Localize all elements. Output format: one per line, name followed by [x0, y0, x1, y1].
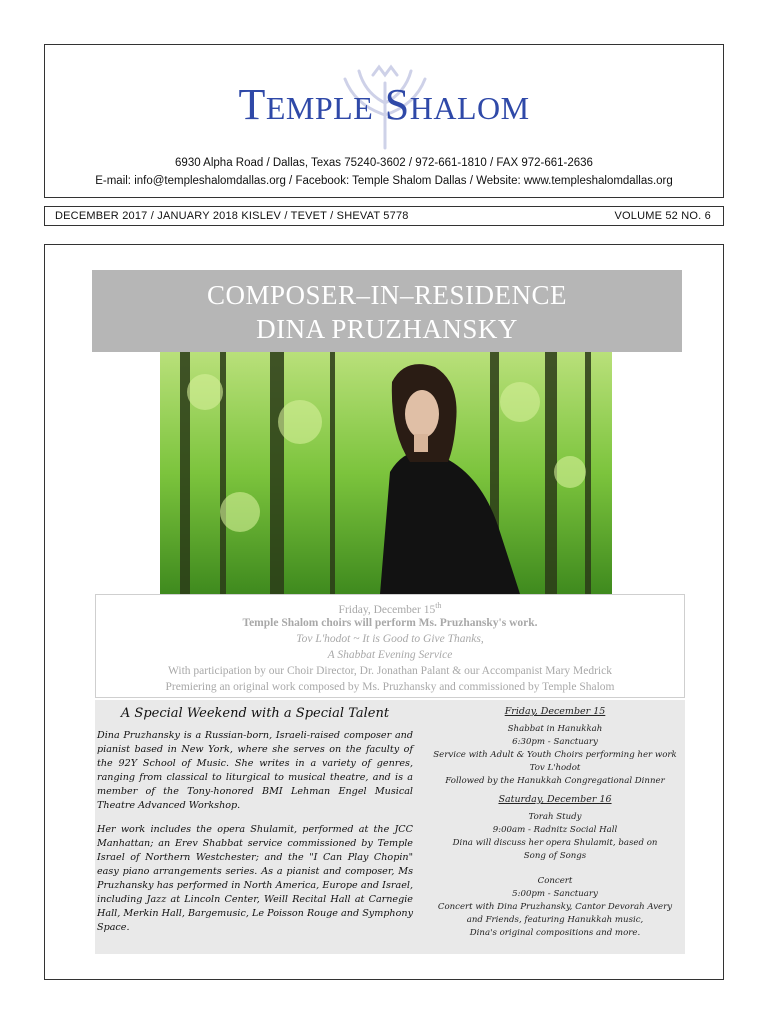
- issue-dates: DECEMBER 2017 / JANUARY 2018 KISLEV / TEVET / SHEVAT 5778: [55, 210, 409, 222]
- headline-line-1: COMPOSER–IN–RESIDENCE: [206, 280, 568, 310]
- schedule-line: 5:00pm - Sanctuary: [512, 889, 598, 899]
- bio-heading: A Special Weekend with a Special Talent: [120, 706, 390, 721]
- composer-photo: [160, 352, 612, 594]
- schedule-line: and Friends, featuring Hanukkah music,: [466, 915, 644, 925]
- schedule-line: Song of Songs: [523, 851, 587, 861]
- schedule-line: 6:30pm - Sanctuary: [512, 737, 598, 747]
- schedule-line: Concert: [537, 876, 573, 886]
- contact-line: E-mail: info@templeshalomdallas.org / Facebook: Temple Shalom Dallas / Website: www.templeshalomdallas.org: [95, 175, 673, 187]
- schedule-line: Tov L'hodot: [529, 763, 581, 773]
- masthead: [44, 44, 724, 198]
- schedule-column: [425, 706, 685, 940]
- schedule-line: Concert with Dina Pruzhansky, Cantor Devorah Avery: [437, 902, 673, 912]
- schedule-line: 9:00am - Radnitz Social Hall: [492, 825, 618, 835]
- bio-paragraph-1: Dina Pruzhansky is a Russian-born, Israeli-raised composer and pianist based in New York, where she serves on the faculty of the 92Y School of Music. She writes in a variety of genres, ranging from classical to liturgical to musical theatre, and is a member of the Tony-honored BMI Lehman Engel Musical Theatre Advanced Workshop.: [97, 730, 413, 811]
- bottom-panel: [95, 700, 685, 954]
- headline-line-2: DINA PRUZHANSKY: [256, 314, 518, 344]
- bio-column: [95, 706, 415, 945]
- issue-bar: [44, 206, 724, 226]
- bio-paragraph-2: Her work includes the opera Shulamit, performed at the JCC Manhattan; an Erev Shabbat service commissioned by Temple Israel of Northern Westchester; and the "I Can Play Chopin" easy piano arrangements series. As a pianist and composer, Ms Pruzhansky has performed in North America, Europe and Israel, including Jazz at Lincoln Center, Weill Recital Hall at Carnegie Hall, Merkin Hall, Bargemusic, Le Poisson Rouge and Symphony Space.: [97, 824, 413, 933]
- friday-heading: Friday, December 15: [504, 706, 606, 717]
- event-date: Friday, December 15th: [338, 601, 442, 616]
- event-subtitle: A Shabbat Evening Service: [327, 649, 453, 661]
- schedule-line: Dina will discuss her opera Shulamit, based on: [452, 838, 658, 848]
- saturday-heading: Saturday, December 16: [498, 794, 612, 805]
- temple-title: TEMPLE SHALOM: [238, 80, 530, 129]
- schedule-line: Shabbat in Hanukkah: [507, 724, 603, 734]
- event-title: Tov L'hodot ~ It is Good to Give Thanks,: [296, 633, 484, 645]
- schedule-line: Followed by the Hanukkah Congregational Dinner: [445, 776, 665, 786]
- schedule-line: Torah Study: [528, 812, 582, 822]
- address-line: 6930 Alpha Road / Dallas, Texas 75240-3602 / 972-661-1810 / FAX 972-661-2636: [175, 157, 593, 169]
- event-premiere: Premiering an original work composed by Ms. Pruzhansky and commissioned by Temple Shalom: [165, 681, 615, 693]
- event-participation: With participation by our Choir Director, Dr. Jonathan Palant & our Accompanist Mary Medrick: [168, 665, 612, 677]
- issue-volume: VOLUME 52 NO. 6: [614, 210, 711, 222]
- schedule-line: Dina's original compositions and more.: [469, 928, 641, 938]
- schedule-line: Service with Adult & Youth Choirs performing her work: [433, 750, 677, 760]
- event-box: [95, 594, 685, 698]
- event-choirs: Temple Shalom choirs will perform Ms. Pruzhansky's work.: [242, 617, 538, 629]
- headline-box: [92, 270, 682, 352]
